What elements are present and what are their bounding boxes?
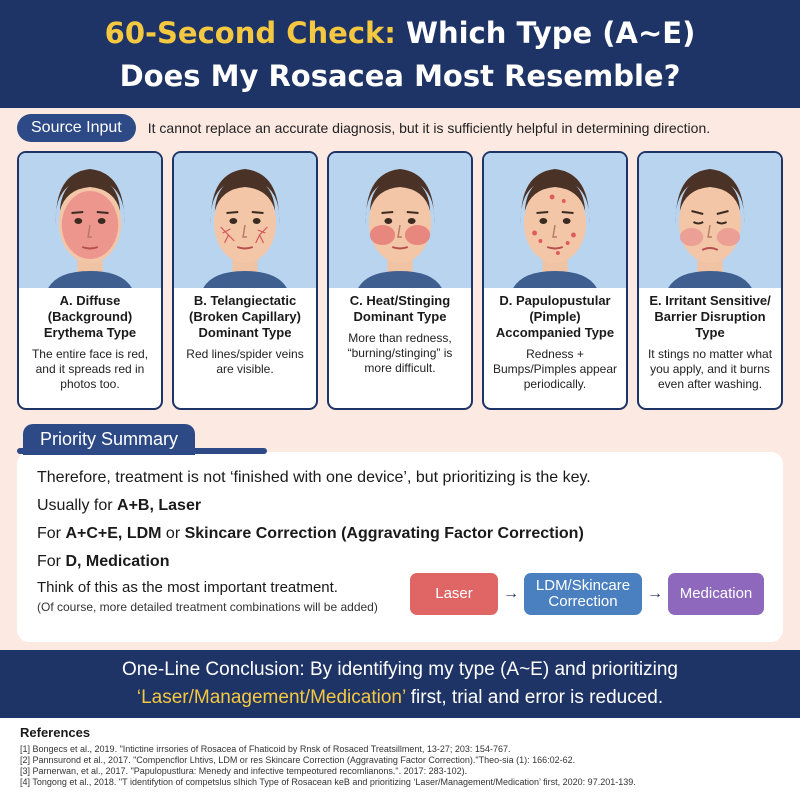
card-desc-a: The entire face is red, and it spreads red in photos too.	[31, 347, 149, 391]
face-illustration-d	[484, 153, 626, 288]
flow-step-medication: Medication	[668, 573, 764, 615]
title-line2: Does My Rosacea Most Resemble?	[119, 59, 681, 93]
page-title	[0, 12, 800, 98]
type-card-a	[17, 151, 163, 410]
summary-line-4-bold: D, Medication	[65, 553, 170, 570]
treatment-flow	[410, 572, 768, 616]
arrow-right-icon: →	[503, 585, 519, 602]
reference-item: [4] Tongong et al., 2018. "T identifytion of competslus sIhich Type of Rosacean keB and prioritizing ‘Laser/Management/Medication’ first, 2020: 97.201-139.	[20, 777, 636, 787]
source-row	[17, 113, 783, 143]
source-text: It cannot replace an accurate diagnosis, but it is sufficiently helpful in determining direction.	[147, 120, 711, 136]
conclusion-rest: first, trial and error is reduced.	[405, 687, 664, 708]
type-cards	[17, 151, 783, 410]
type-card-c	[327, 151, 473, 410]
title-rest: Which Type (A~E)	[395, 16, 696, 50]
summary-pill: Priority Summary	[23, 424, 195, 455]
face-illustration-b	[174, 153, 316, 288]
card-title-e: E. Irritant Sensitive/ Barrier Disruption Type	[649, 293, 771, 340]
reference-item: [3] Parnerwan, et al., 2017. "Papulopustlura: Menedy and infective tempeotured recomlianons.". 2017: 283-102).	[20, 766, 468, 776]
summary-line-3	[37, 520, 763, 548]
reference-item: [1] Bongecs et al., 2019. "Intictine irrsories of Rosacea of Fhaticoid by Rnsk of Rosaced Treatsillment, 13-27; 203: 154-767.	[20, 744, 511, 754]
summary-line-3-bold1: A+C+E, LDM	[65, 525, 162, 542]
summary-line-2	[37, 492, 763, 520]
conclusion-banner	[0, 650, 800, 718]
card-title-c: C. Heat/Stinging Dominant Type	[349, 293, 451, 324]
face-illustration-e	[639, 153, 781, 288]
type-card-d	[482, 151, 628, 410]
card-title-b: B. Telangiectatic (Broken Capillary) Dominant Type	[189, 293, 301, 340]
references	[0, 718, 800, 800]
card-desc-b: Red lines/spider veins are visible.	[186, 347, 304, 376]
priority-summary	[17, 420, 783, 642]
card-title-d: D. Papulopustular (Pimple) Accompanied Type	[495, 293, 615, 340]
references-title: References	[20, 725, 91, 740]
type-card-e	[637, 151, 783, 410]
summary-line-3-bold2: Skincare Correction (Aggravating Factor Correction)	[184, 525, 584, 542]
flow-step-ldm: LDM/Skincare Correction	[524, 573, 642, 615]
type-card-b	[172, 151, 318, 410]
reference-item: [2] Pannsurond et al., 2017. "Compencflor Lhtivs, LDM or res Skincare Correction (Aggravating Factor Correction)."Theo-sia (1): 166:02-62.	[20, 755, 576, 765]
summary-line-1: Therefore, treatment is not ‘finished with one device’, but prioritizing is the key.	[37, 469, 591, 486]
face-illustration-a	[19, 153, 161, 288]
flow-step-laser: Laser	[410, 573, 498, 615]
card-title-a: A. Diffuse (Background) Erythema Type	[43, 293, 137, 340]
think-text: Think of this as the most important treatment.	[37, 579, 338, 596]
conclusion-line-1: One-Line Conclusion: By identifying my type (A~E) and prioritizing	[121, 659, 679, 680]
header-banner	[0, 0, 800, 108]
summary-box	[17, 452, 783, 642]
summary-line-2-bold: A+B, Laser	[117, 497, 202, 514]
conclusion-highlight: ‘Laser/Management/Medication’	[136, 687, 406, 708]
think-subtext: (Of course, more detailed treatment combinations will be added)	[37, 600, 378, 614]
title-highlight: 60-Second Check:	[104, 16, 396, 50]
source-pill: Source Input	[17, 114, 136, 142]
card-desc-e: It stings no matter what you apply, and it burns even after washing.	[647, 347, 773, 391]
summary-line-4-prefix: For	[37, 553, 66, 570]
summary-line-3-mid: or	[161, 525, 185, 542]
conclusion-line-2	[0, 684, 800, 712]
card-desc-c: More than redness, “burning/stinging” is more difficult.	[347, 331, 453, 375]
summary-line-2-prefix: Usually for	[37, 497, 118, 514]
arrow-right-icon: →	[647, 585, 663, 602]
card-desc-d: Redness + Bumps/Pimples appear periodically.	[492, 347, 618, 391]
summary-line-3-prefix: For	[37, 525, 66, 542]
face-illustration-c	[329, 153, 471, 288]
